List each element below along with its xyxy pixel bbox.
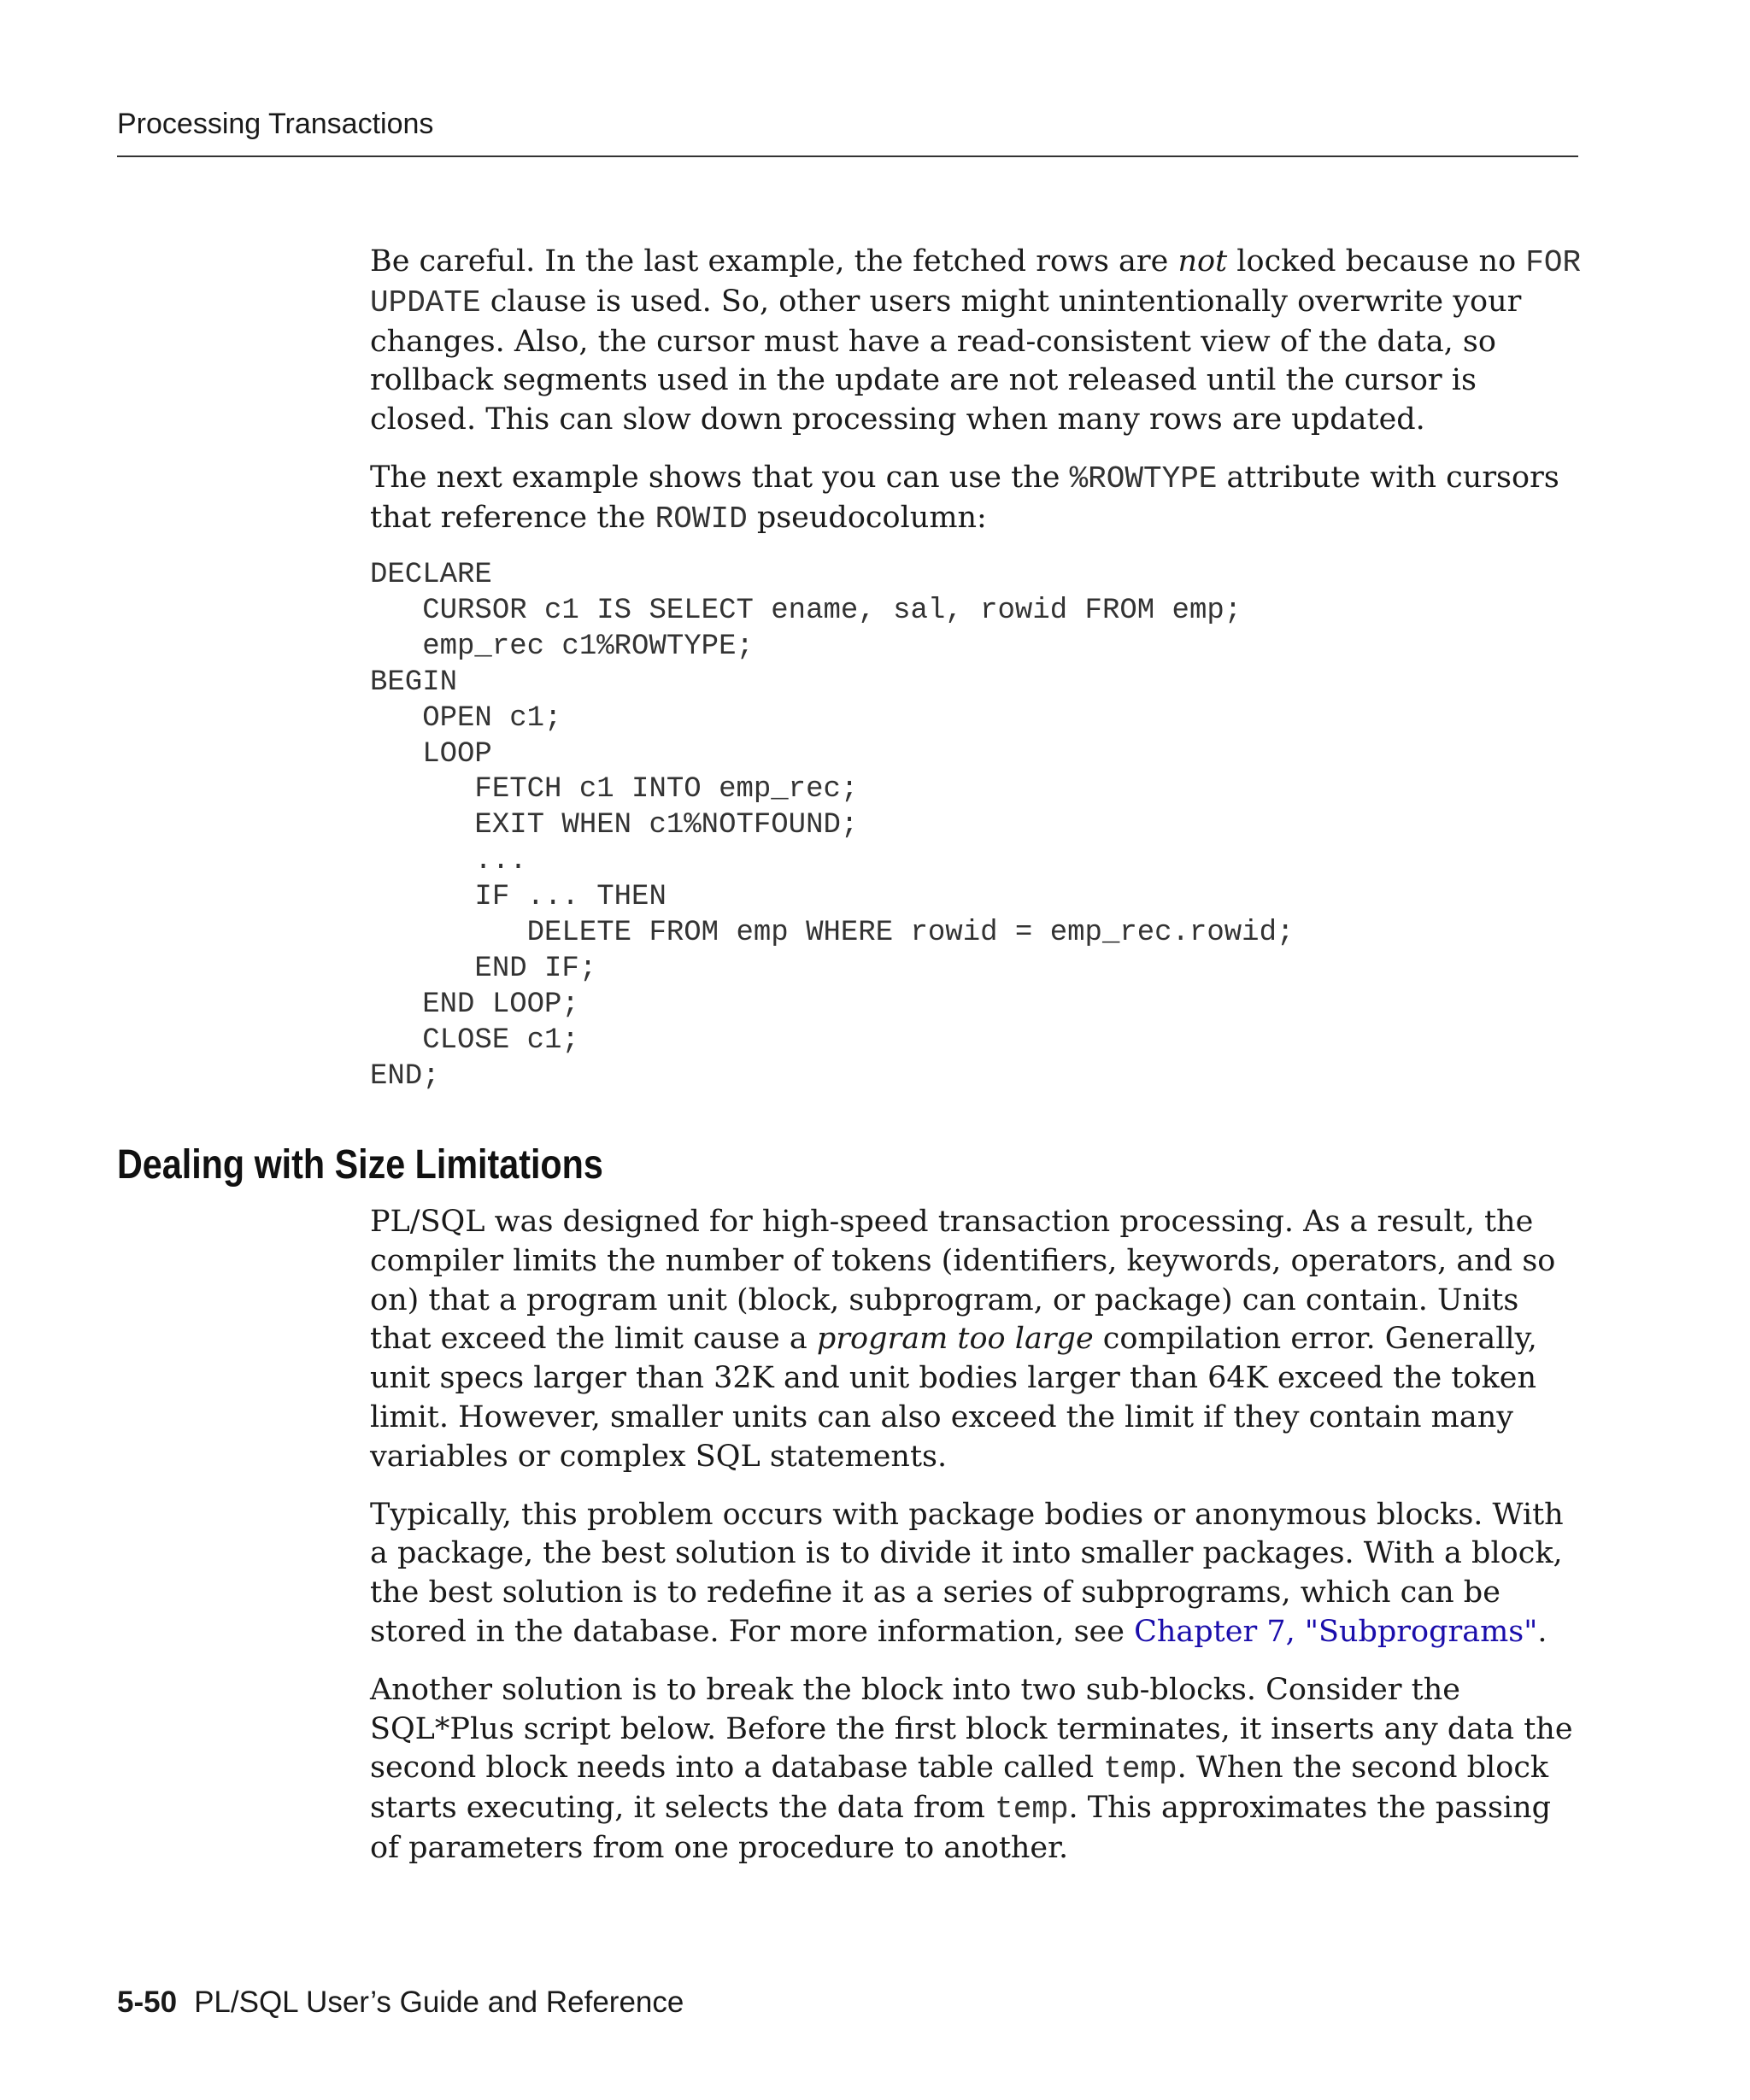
- paragraph-sub-blocks: Another solution is to break the block into two sub-blocks. Consider the SQL*Plus script below. Before the first block terminates, it inserts any data the second block needs into a database table called temp. When the second block starts executing, it selects the data from temp. This approximates the passing of parameters from one procedure to another.: [370, 1672, 1573, 1865]
- paragraph-caution: Be careful. In the last example, the fetched rows are not locked because no FOR UPDATE clause is used. So, other users might unintentionally overwrite your changes. Also, the cursor must have a read-consistent view of the data, so rollback segments used in the update are not released until the cursor is closed. This can slow down processing when many rows are updated.: [370, 244, 1582, 437]
- running-header: Processing Transactions: [117, 108, 434, 140]
- paragraph-solutions: Typically, this problem occurs with package bodies or anonymous blocks. With a package, the best solution is to divide it into smaller packages. With a block, the best solution is to redefine it as a series of subprograms, which can be stored in the database. For more information, see Chapter 7, "Subprograms".: [370, 1497, 1564, 1649]
- inline-code-for-update: FOR UPDATE: [370, 245, 1582, 320]
- inline-code-temp: temp: [1103, 1751, 1177, 1787]
- emphasis-program-too-large: program too large: [816, 1322, 1094, 1357]
- intro-paragraphs: [370, 243, 1583, 539]
- inline-code-rowid: ROWID: [655, 501, 748, 537]
- inline-code-rowtype: %ROWTYPE: [1069, 460, 1218, 496]
- section-heading: Dealing with Size Limitations: [117, 1142, 603, 1188]
- chapter-7-link[interactable]: Chapter 7, "Subprograms": [1134, 1614, 1538, 1649]
- code-example: DECLARE CURSOR c1 IS SELECT ename, sal, rowid FROM emp; emp_rec c1%ROWTYPE; BEGIN OPEN c1; LOOP FETCH c1 INTO emp_rec; EXIT WHEN c1%NOTFOUND; ... IF ... THEN DELETE FROM emp WHERE rowid = emp_rec.rowid; END IF; END LOOP; CLOSE c1; END;: [370, 559, 1295, 1093]
- paragraph-token-limits: PL/SQL was designed for high-speed transaction processing. As a result, the compiler limits the number of tokens (identifiers, keywords, operators, and so on) that a program unit (block, subprogram, or package) can contain. Units that exceed the limit cause a program too large compilation error. Generally, unit specs larger than 32K and unit bodies larger than 64K exceed the token limit. However, smaller units can also exceed the limit if they contain many variables or complex SQL statements.: [370, 1205, 1556, 1474]
- book-title: PL/SQL User’s Guide and Reference: [194, 1986, 684, 2019]
- page-number: 5-50: [117, 1986, 178, 2019]
- inline-code-temp-2: temp: [995, 1792, 1069, 1827]
- paragraph-rowtype: The next example shows that you can use the %ROWTYPE attribute with cursors that reference the ROWID pseudocolumn:: [370, 460, 1559, 537]
- section-paragraphs: [370, 1203, 1583, 1868]
- header-rule: [117, 155, 1578, 157]
- emphasis-not: not: [1177, 244, 1228, 279]
- page-footer: [117, 1986, 684, 2020]
